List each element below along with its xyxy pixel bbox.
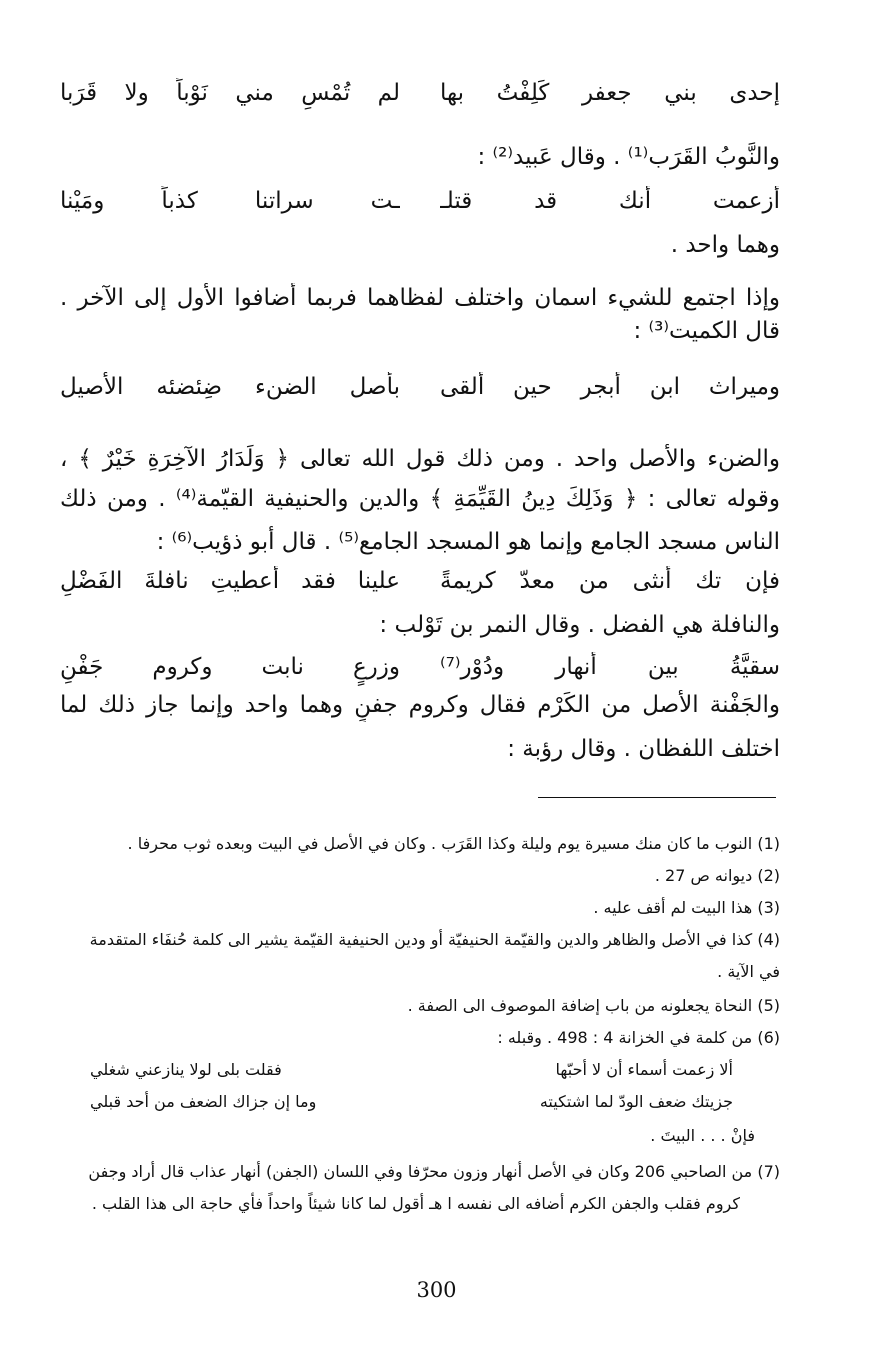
text-line-9: وقوله تعالى : ﴿ وَذَلِكَ دِينُ القَيِّمَةِ ﴾ والدين والحنيفية القيّمة⁽⁴⁾ . ومن ذلك <box>60 486 780 512</box>
verse-2-second-hemistich: ـت سراتنا كذباً ومَيْنا <box>60 188 400 214</box>
text-line-2: والنَّوبُ القَرَب⁽¹⁾ . وقال عَبيد⁽²⁾ : <box>477 144 780 170</box>
footnote-6-verse-2-second: وما إن جزاك الضعف من أحد قبلي <box>90 1092 317 1111</box>
text-line-4: وهما واحد . <box>670 232 780 258</box>
verse-5 <box>60 652 780 686</box>
text-line-5: وإذا اجتمع للشيء اسمان واختلف لفظاهما فربما أضافوا الأول إلى الآخر . <box>60 285 780 311</box>
verse-2-first-hemistich: أزعمت أنك قد قتلـ <box>440 188 780 214</box>
verse-4-second-hemistich: علينا فقد أُعطيتِ نافلةَ الفَضْلِ <box>60 568 400 594</box>
footnote-6: (6) من كلمة في الخزانة 4 : 498 . وقبله : <box>497 1028 780 1047</box>
footnote-7-line-2: كروم فقلب والجفن الكرم أضافه الى نفسه ا هـ أقول لما كانا شيئاً واحداً فأي حاجة الى هذا القلب . <box>91 1194 740 1213</box>
verse-5-second-hemistich: وزرعٍ نابت وكروم جَفْنِ <box>60 654 400 680</box>
footnote-6-end: فإنْ . . . البيتَ . <box>650 1126 755 1145</box>
footnote-6-verse-1-second: فقلت بلى لولا ينازعني شغلي <box>90 1060 282 1079</box>
footnote-6-verse-2-first: جزيتك ضعف الودّ لما اشتكيته <box>539 1092 733 1111</box>
main-text <box>60 0 780 780</box>
verse-1-second-hemistich: لم تُمْسِ مني نَوْباً ولا قَرَبا <box>60 80 400 106</box>
footnote-divider <box>538 797 776 798</box>
verse-3 <box>60 372 780 406</box>
verse-4 <box>60 566 780 600</box>
footnote-3: (3) هذا البيت لم أقف عليه . <box>593 898 780 917</box>
verse-5-first-hemistich: سقيَّةُ بين أنهار ودُوْر⁽⁷⁾ <box>440 654 780 680</box>
text-line-8: والضنء والأصل واحد . ومن ذلك قول الله تعالى ﴿ وَلَدَارُ الآخِرَةِ خَيْرٌ ﴾ ، <box>60 446 780 472</box>
verse-3-second-hemistich: بأصل الضنء ضِئضئه الأصيل <box>60 374 400 400</box>
footnote-5: (5) النحاة يجعلونه من باب إضافة الموصوف الى الصفة . <box>407 996 780 1015</box>
footnote-1: (1) النوب ما كان منك مسيرة يوم وليلة وكذا القَرَب . وكان في الأصل في البيت وبعده ثوب محرفا . <box>127 834 780 853</box>
text-line-12: والنافلة هي الفضل . وقال النمر بن تَوْلب : <box>379 612 780 638</box>
footnote-4-line-2: في الآية . <box>717 962 780 981</box>
verse-3-first-hemistich: وميراث ابن أبجر حين ألقى <box>440 374 780 400</box>
footnote-7-line-1: (7) من الصاحبي 206 وكان في الأصل أنهار وزون محرّفا وفي اللسان (الجفن) أنهار عذاب قال أراد وجفن <box>88 1162 780 1181</box>
verse-2 <box>60 186 780 220</box>
text-line-15: اختلف اللفظان . وقال رؤبة : <box>507 736 780 762</box>
text-line-6: قال الكميت⁽³⁾ : <box>633 318 780 344</box>
footnote-6-verse-1-first: ألا زعمت أسماء أن لا أحبّها <box>555 1060 733 1079</box>
verse-1 <box>60 78 780 112</box>
verse-1-first-hemistich: إحدى بني جعفر كَلِفْتُ بها <box>440 80 780 106</box>
footnote-2: (2) ديوانه ص 27 . <box>654 866 780 885</box>
text-line-14: والجَفْنة الأصل من الكَرْم فقال وكروم جفنٍ وهما واحد وإنما جاز ذلك لما <box>60 692 780 718</box>
verse-4-first-hemistich: فإن تك أنثى من معدّ كريمةً <box>440 568 780 594</box>
page-number: 300 <box>416 1278 457 1302</box>
text-line-10: الناس مسجد الجامع وإنما هو المسجد الجامع⁽⁵⁾ . قال أبو ذؤيب⁽⁶⁾ : <box>156 529 780 555</box>
footnote-4-line-1: (4) كذا في الأصل والظاهر والدين والقيّمة الحنيفيّة أو ودين الحنيفية القيّمة يشير الى كلمة حُنفَاء المتقدمة <box>89 930 780 949</box>
